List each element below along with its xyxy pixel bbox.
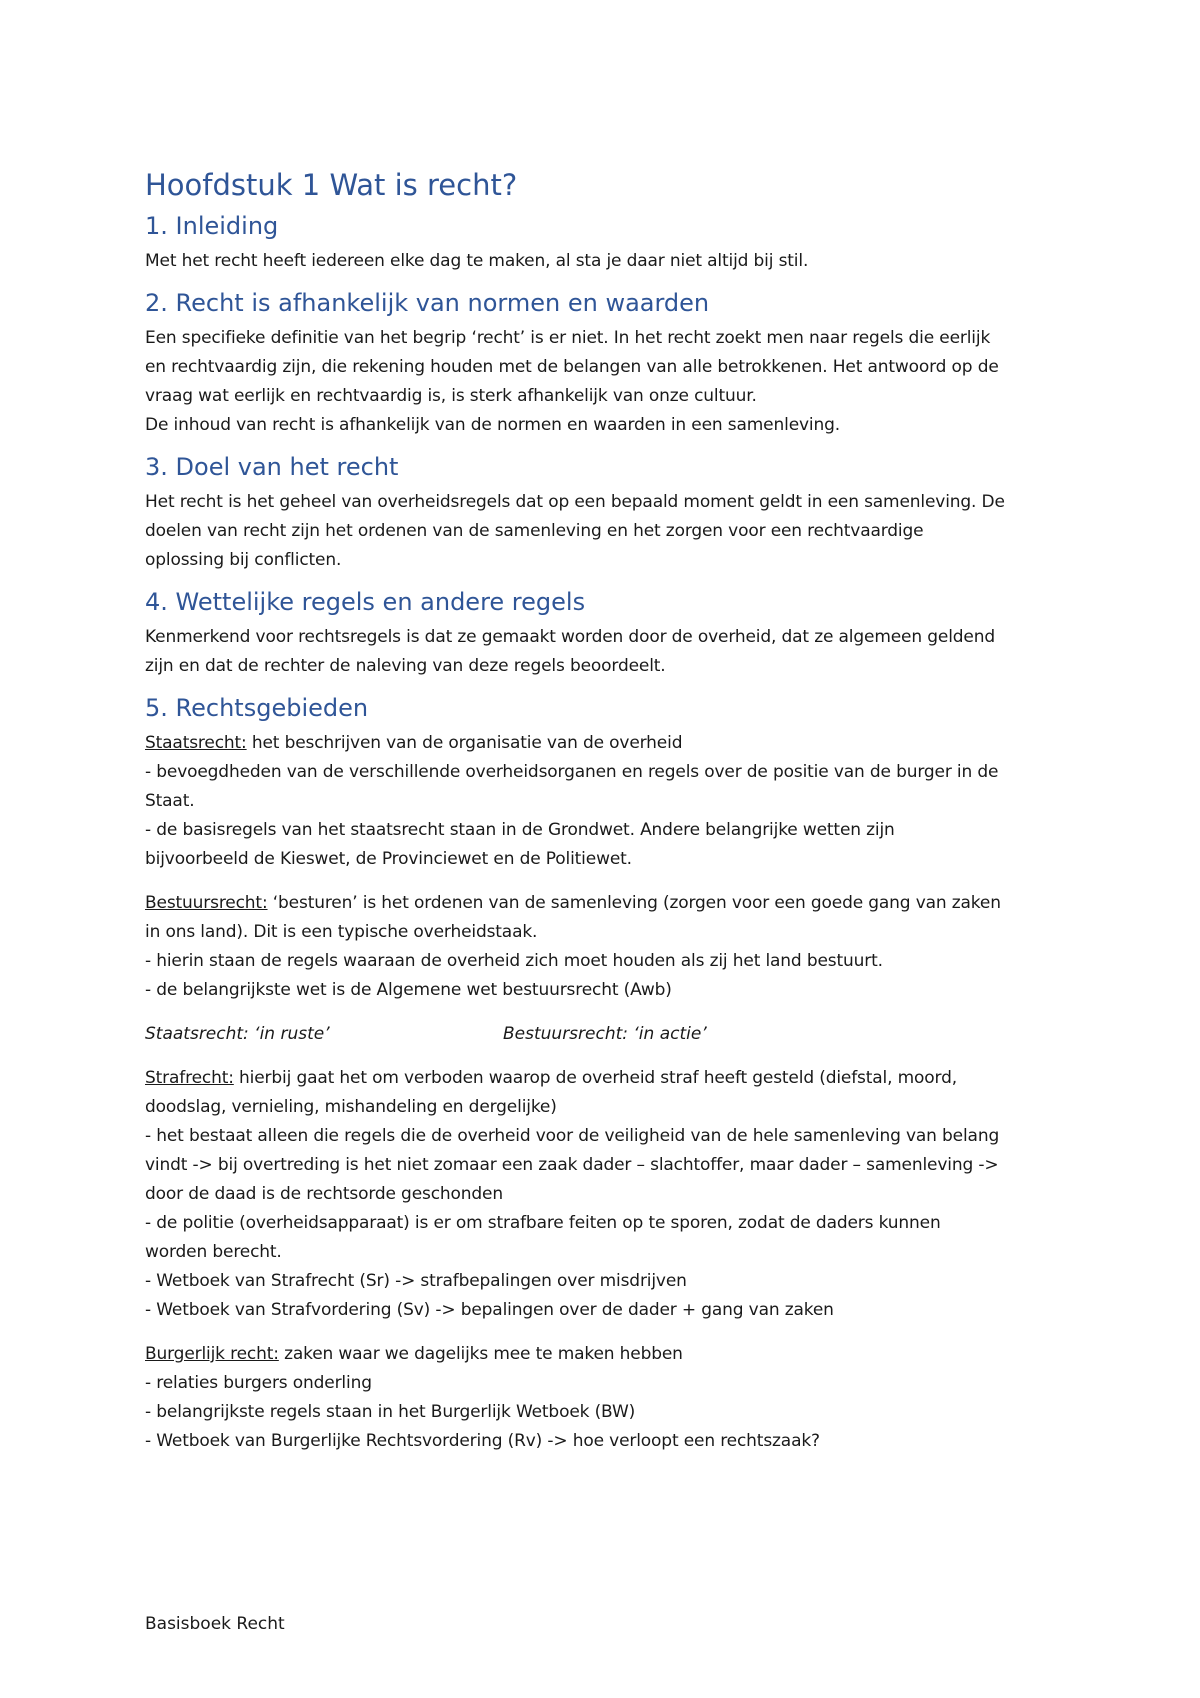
comparison-bestuursrecht: Bestuursrecht: ‘in actie’ xyxy=(503,1024,707,1044)
paragraph-line: oplossing bij conflicten. xyxy=(145,550,342,570)
term-strafrecht: Strafrecht: xyxy=(145,1068,234,1088)
section-heading-wettelijke-regels: 4. Wettelijke regels en andere regels xyxy=(145,588,586,616)
paragraph-line: - Wetboek van Strafrecht (Sr) -> strafbepalingen over misdrijven xyxy=(145,1271,687,1291)
paragraph-line: Een specifieke definitie van het begrip ‘recht’ is er niet. In het recht zoekt men naar regels die eerlijk xyxy=(145,328,991,348)
paragraph-line: vindt -> bij overtreding is het niet zomaar een zaak dader – slachtoffer, maar dader – samenleving -> xyxy=(145,1155,999,1175)
staatsrecht-line xyxy=(145,729,1070,758)
document-page xyxy=(145,165,1070,1456)
paragraph-line: De inhoud van recht is afhankelijk van de normen en waarden in een samenleving. xyxy=(145,415,841,435)
paragraph-line: - de basisregels van het staatsrecht staan in de Grondwet. Andere belangrijke wetten zijn xyxy=(145,820,895,840)
paragraph-line: en rechtvaardig zijn, die rekening houden met de belangen van alle betrokkenen. Het antwoord op de xyxy=(145,357,999,377)
paragraph-line: zijn en dat de rechter de naleving van deze regels beoordeelt. xyxy=(145,656,666,676)
paragraph-line: worden berecht. xyxy=(145,1242,282,1262)
paragraph-line: door de daad is de rechtsorde geschonden xyxy=(145,1184,503,1204)
page-title: Hoofdstuk 1 Wat is recht? xyxy=(145,168,518,202)
section-heading-inleiding: 1. Inleiding xyxy=(145,212,279,240)
section-heading-normen-waarden: 2. Recht is afhankelijk van normen en waarden xyxy=(145,289,710,317)
paragraph-line: - Wetboek van Strafvordering (Sv) -> bepalingen over de dader + gang van zaken xyxy=(145,1300,834,1320)
paragraph-line: - belangrijkste regels staan in het Burgerlijk Wetboek (BW) xyxy=(145,1402,636,1422)
paragraph-line: Staat. xyxy=(145,791,195,811)
paragraph-line: - het bestaat alleen die regels die de overheid voor de veiligheid van de hele samenleving van belang xyxy=(145,1126,1000,1146)
paragraph-line: in ons land). Dit is een typische overheidstaak. xyxy=(145,922,538,942)
paragraph-line: - de belangrijkste wet is de Algemene wet bestuursrecht (Awb) xyxy=(145,980,672,1000)
section-heading-rechtsgebieden: 5. Rechtsgebieden xyxy=(145,694,369,722)
definition-text: het beschrijven van de organisatie van de overheid xyxy=(246,733,683,753)
paragraph-line: doodslag, vernieling, mishandeling en dergelijke) xyxy=(145,1097,557,1117)
paragraph-line: bijvoorbeeld de Kieswet, de Provinciewet en de Politiewet. xyxy=(145,849,632,869)
paragraph-line: doelen van recht zijn het ordenen van de samenleving en het zorgen voor een rechtvaardige xyxy=(145,521,924,541)
definition-text: hierbij gaat het om verboden waarop de overheid straf heeft gesteld (diefstal, moord, xyxy=(233,1068,957,1088)
paragraph-line: vraag wat eerlijk en rechtvaardig is, is sterk afhankelijk van onze cultuur. xyxy=(145,386,757,406)
definition-text: zaken waar we dagelijks mee te maken hebben xyxy=(278,1344,683,1364)
paragraph-line: Kenmerkend voor rechtsregels is dat ze gemaakt worden door de overheid, dat ze algemeen geldend xyxy=(145,627,995,647)
paragraph-line: - bevoegdheden van de verschillende overheidsorganen en regels over de positie van de burger in de xyxy=(145,762,999,782)
burgerlijk-recht-line xyxy=(145,1340,1070,1369)
definition-text: ‘besturen’ is het ordenen van de samenleving (zorgen voor een goede gang van zaken xyxy=(267,893,1001,913)
term-burgerlijk-recht: Burgerlijk recht: xyxy=(145,1344,279,1364)
term-staatsrecht: Staatsrecht: xyxy=(145,733,247,753)
paragraph-line: - Wetboek van Burgerlijke Rechtsvordering (Rv) -> hoe verloopt een rechtszaak? xyxy=(145,1431,820,1451)
bestuursrecht-line xyxy=(145,889,1070,918)
paragraph-line: - hierin staan de regels waaraan de overheid zich moet houden als zij het land bestuurt. xyxy=(145,951,883,971)
page-footer: Basisboek Recht xyxy=(145,1614,285,1634)
paragraph-line: - relaties burgers onderling xyxy=(145,1373,372,1393)
strafrecht-line xyxy=(145,1064,1070,1093)
term-bestuursrecht: Bestuursrecht: xyxy=(145,893,268,913)
paragraph-line: Met het recht heeft iedereen elke dag te maken, al sta je daar niet altijd bij stil. xyxy=(145,251,809,271)
paragraph-line: Het recht is het geheel van overheidsregels dat op een bepaald moment geldt in een samenleving. De xyxy=(145,492,1005,512)
section-heading-doel: 3. Doel van het recht xyxy=(145,453,399,481)
comparison-staatsrecht: Staatsrecht: ‘in ruste’ xyxy=(145,1024,330,1044)
comparison-row xyxy=(145,1020,1070,1049)
paragraph-line: - de politie (overheidsapparaat) is er om strafbare feiten op te sporen, zodat de daders kunnen xyxy=(145,1213,941,1233)
